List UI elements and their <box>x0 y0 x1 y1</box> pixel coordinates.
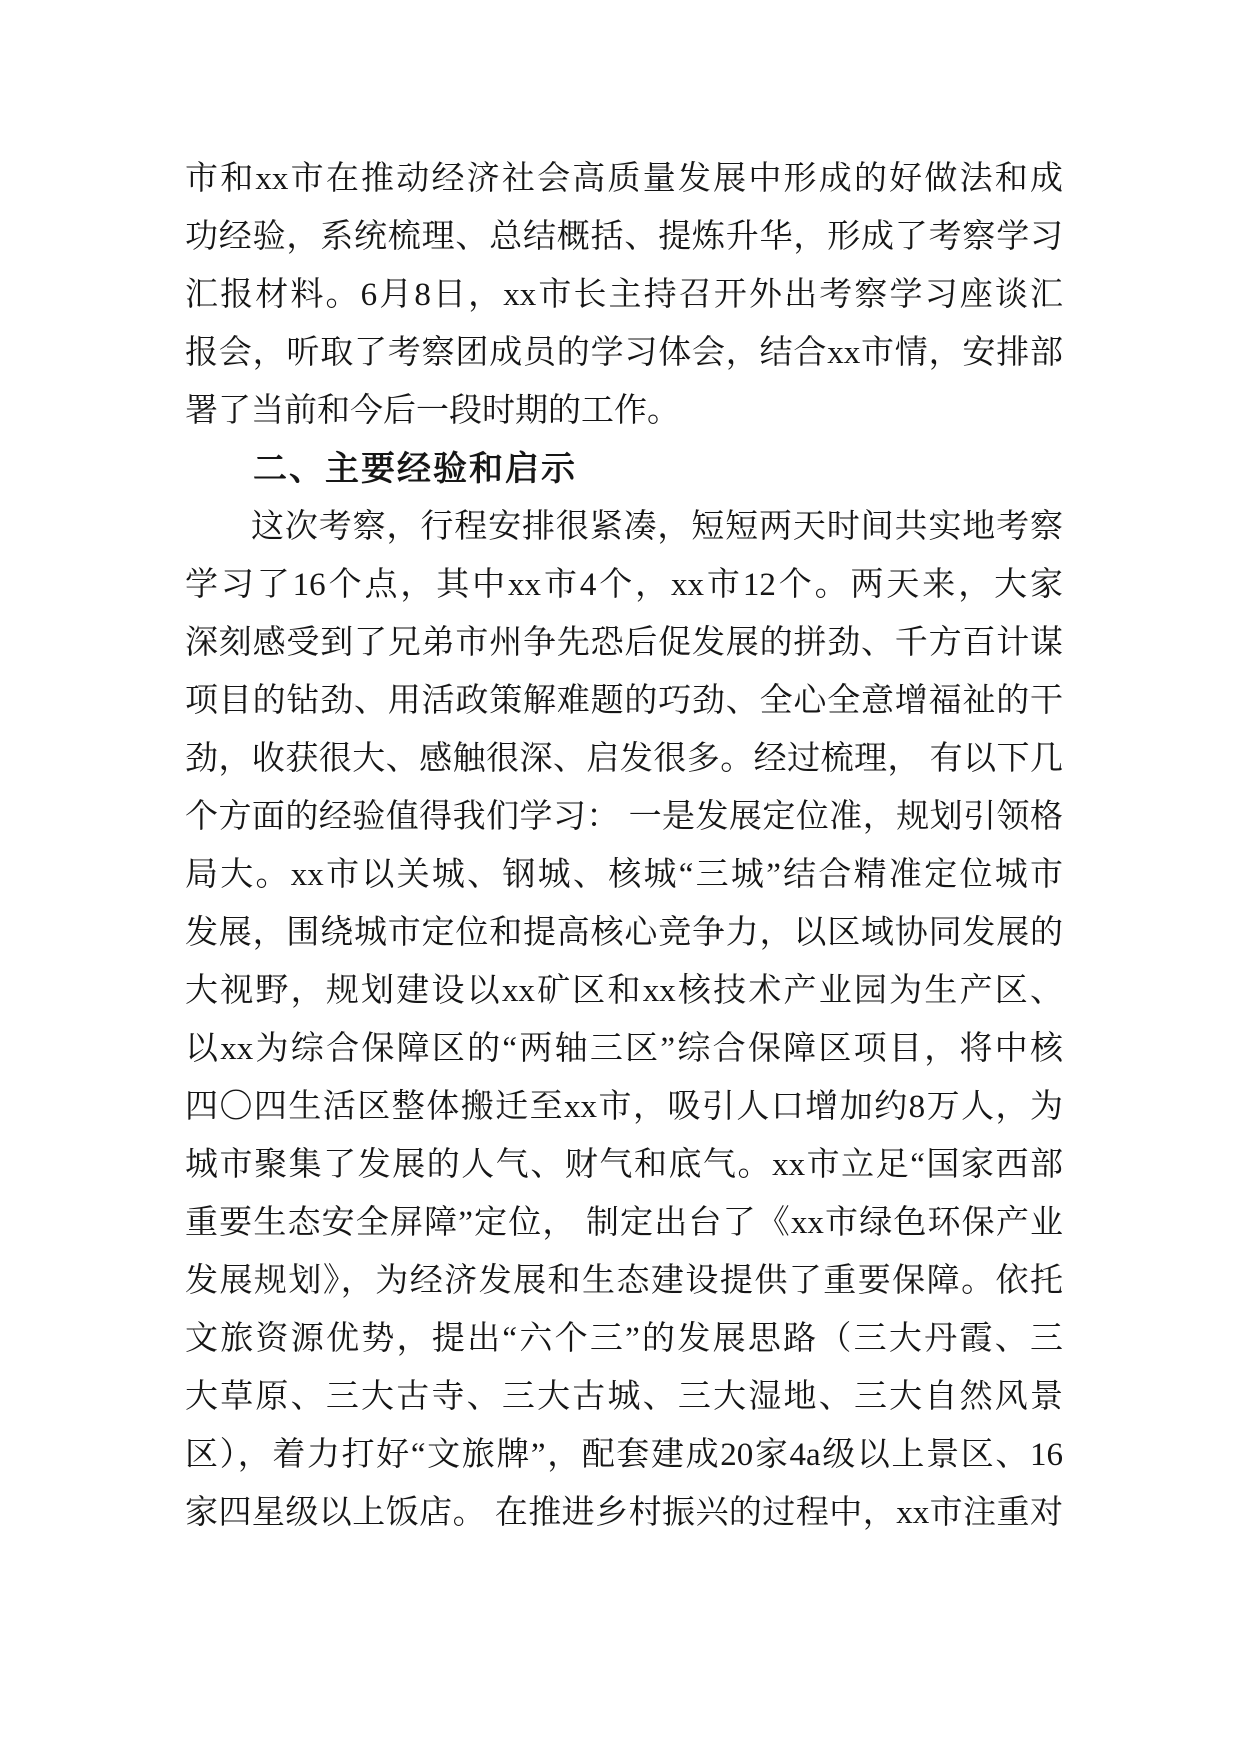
text-line: 劲，收获很大、感触很深、启发很多。经过梳理， 有以下几 <box>185 741 1063 777</box>
text-line: 重要生态安全屏障”定位， 制定出台了《xx市绿色环保产业 <box>185 1205 1063 1241</box>
text-line: 家四星级以上饭店。 在推进乡村振兴的过程中，xx市注重对 <box>185 1495 1063 1531</box>
text-line: 发展，围绕城市定位和提高核心竞争力，以区域协同发展的 <box>185 915 1063 951</box>
text-line: 深刻感受到了兄弟市州争先恐后促发展的拼劲、千方百计谋 <box>185 625 1063 661</box>
text-line: 文旅资源优势，提出“六个三”的发展思路（三大丹霞、三 <box>185 1321 1063 1357</box>
text-line: 市和xx市在推动经济社会高质量发展中形成的好做法和成 <box>185 161 1063 197</box>
text-line: 以xx为综合保障区的“两轴三区”综合保障区项目，将中核 <box>185 1031 1063 1067</box>
text-line: 个方面的经验值得我们学习： 一是发展定位准，规划引领格 <box>185 799 1063 835</box>
text-line: 汇报材料。6月8日，xx市长主持召开外出考察学习座谈汇 <box>185 277 1063 313</box>
text-line: 大视野，规划建设以xx矿区和xx核技术产业园为生产区、 <box>185 973 1063 1009</box>
text-line: 局大。xx市以关城、钢城、核城“三城”结合精准定位城市 <box>185 857 1063 893</box>
text-line: 城市聚集了发展的人气、财气和底气。xx市立足“国家西部 <box>185 1147 1063 1183</box>
text-line: 发展规划》，为经济发展和生态建设提供了重要保障。依托 <box>185 1263 1063 1299</box>
text-line: 功经验，系统梳理、总结概括、提炼升华，形成了考察学习 <box>185 219 1063 255</box>
section-heading: 二、主要经验和启示 <box>253 449 577 489</box>
document-text-block <box>185 150 1063 1542</box>
text-line: 学习了16个点，其中xx市4个，xx市12个。两天来，大家 <box>185 567 1063 603</box>
text-line: 大草原、三大古寺、三大古城、三大湿地、三大自然风景 <box>185 1379 1063 1415</box>
text-line: 这次考察，行程安排很紧凑，短短两天时间共实地考察 <box>251 509 1063 545</box>
text-line: 项目的钻劲、用活政策解难题的巧劲、全心全意增福祉的干 <box>185 683 1063 719</box>
text-line: 四〇四生活区整体搬迁至xx市，吸引人口增加约8万人，为 <box>185 1089 1063 1125</box>
text-line: 区），着力打好“文旅牌”，配套建成20家4a级以上景区、16 <box>185 1437 1063 1473</box>
text-line: 报会，听取了考察团成员的学习体会，结合xx市情，安排部 <box>185 335 1063 371</box>
text-line: 署了当前和今后一段时期的工作。 <box>185 393 680 429</box>
